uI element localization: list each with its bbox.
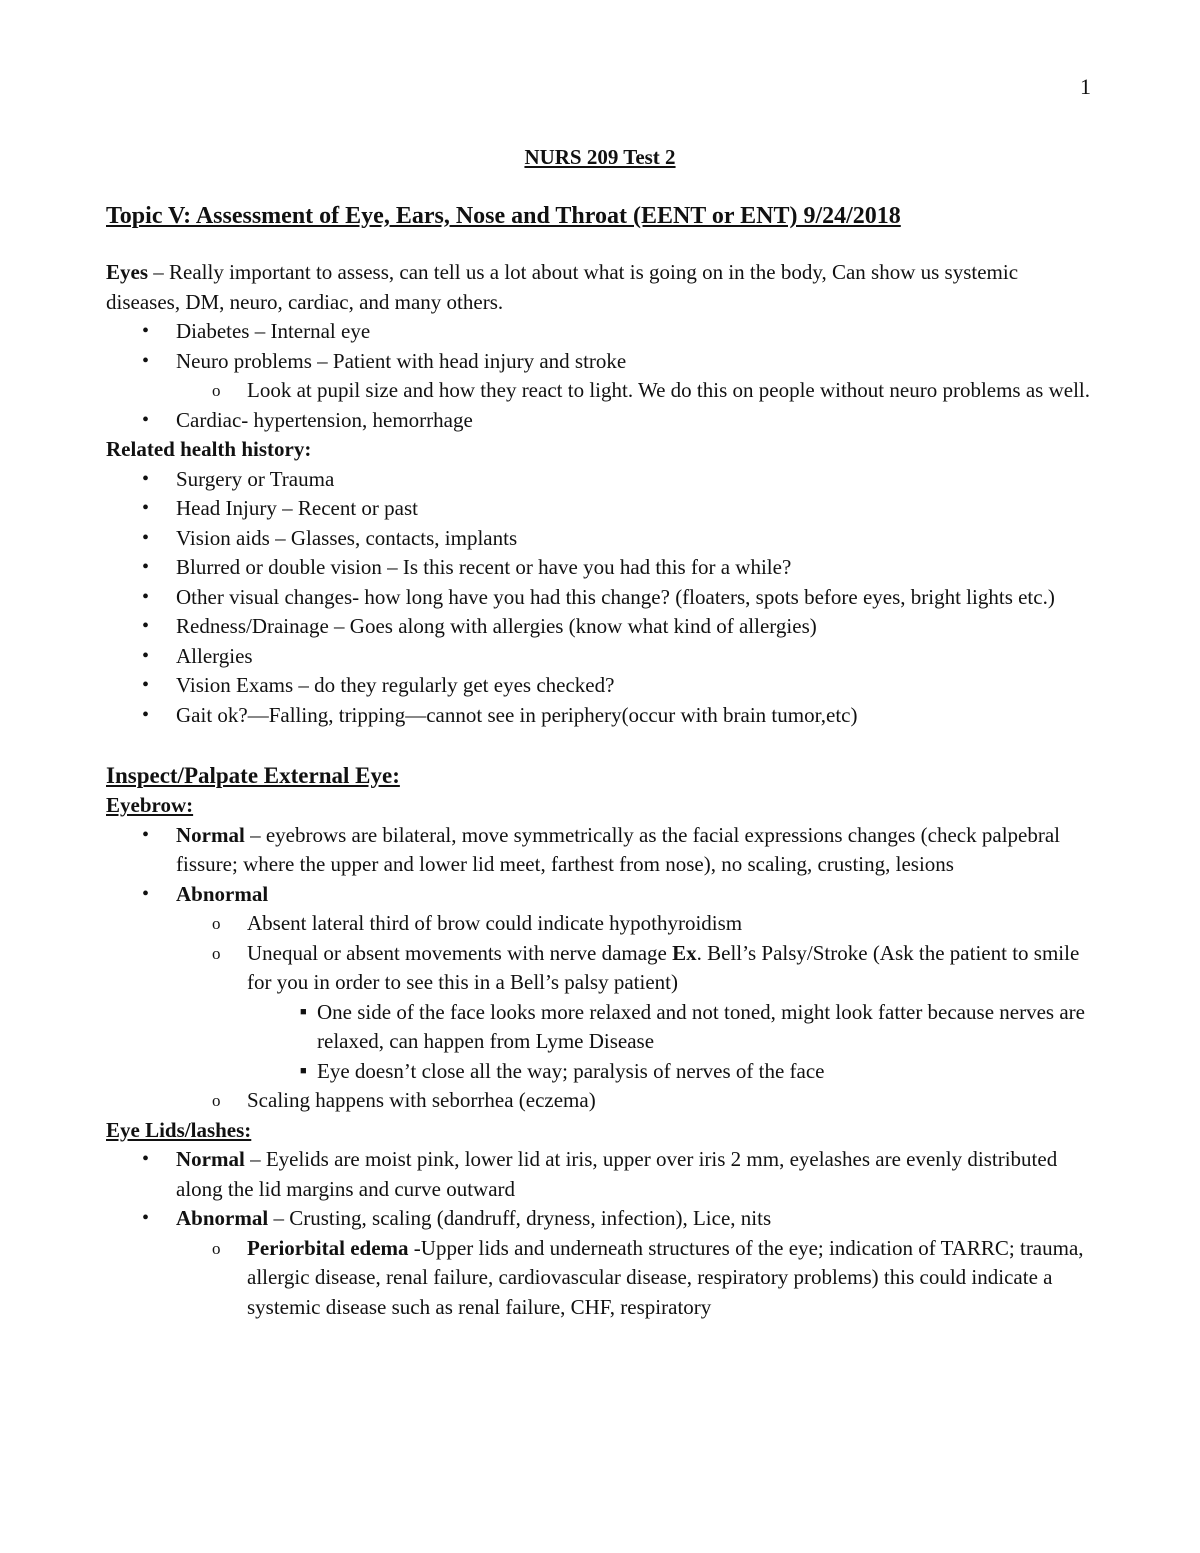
circle-bullet-icon: o	[212, 943, 221, 963]
bullet-icon: •	[142, 467, 150, 490]
eyes-paragraph	[106, 258, 1096, 317]
list-item: • Vision Exams – do they regularly get eyes checked?	[106, 671, 1096, 701]
bullet-icon: •	[142, 882, 150, 905]
list-item: o Scaling happens with seborrhea (eczema)	[106, 1086, 1096, 1116]
eyebrow-abnormal-sublist	[106, 909, 1096, 1116]
list-item: • Blurred or double vision – Is this recent or have you had this for a while?	[106, 553, 1096, 583]
list-item: o Periorbital edema -Upper lids and underneath structures of the eye; indication of TARRC; trauma, allergic disease, renal failure, cardiovascular disease, respiratory problems) this could indicate a systemic disease such as renal failure, CHF, respiratory	[212, 1235, 1084, 1319]
topic-heading: Topic V: Assessment of Eye, Ears, Nose and Throat (EENT or ENT) 9/24/2018	[106, 203, 901, 229]
history-list	[106, 465, 1096, 731]
bullet-icon: •	[142, 349, 150, 372]
bullet-icon: •	[142, 644, 150, 667]
list-item: • Head Injury – Recent or past	[106, 494, 1096, 524]
bullet-icon: •	[142, 1148, 150, 1170]
list-item: • Normal – Eyelids are moist pink, lower lid at iris, upper over iris 2 mm, eyelashes are evenly distributed along the lid margins and curve outward	[142, 1147, 1058, 1201]
eye-lids-abnormal-sublist	[106, 1234, 1096, 1323]
list-item: o Absent lateral third of brow could indicate hypothyroidism	[106, 909, 1096, 939]
bullet-icon: •	[142, 526, 150, 549]
document-title: NURS 209 Test 2	[524, 145, 676, 169]
list-item: • Abnormal – Crusting, scaling (dandruff, dryness, infection), Lice, nits o Periorbital edema -Upper lids and underneath structures of the eye; indication of TARRC; trauma, allergic disease, renal failure, cardiovascular disease, respiratory problems) this could indicate a systemic disease such as renal failure, CHF, respiratory	[106, 1204, 1096, 1322]
eyebrow-heading: Eyebrow:	[106, 793, 194, 817]
bullet-icon: •	[142, 497, 150, 519]
list-item: • Gait ok?—Falling, tripping—cannot see in periphery(occur with brain tumor,etc)	[106, 701, 1096, 731]
list-item: • Normal – eyebrows are bilateral, move symmetrically as the facial expressions changes (check palpebral fissure; where the upper and lower lid meet, farthest from nose), no scaling, crusting, lesions	[142, 822, 1060, 876]
bells-palsy-sublist	[106, 998, 1096, 1087]
list-item: • Other visual changes- how long have you had this change? (floaters, spots before eyes, bright lights etc.)	[106, 583, 1096, 613]
eyes-label: Eyes	[106, 260, 148, 284]
bullet-icon: •	[142, 674, 150, 696]
list-item: • Surgery or Trauma	[106, 465, 1096, 495]
list-item: • Redness/Drainage – Goes along with allergies (know what kind of allergies)	[106, 612, 1096, 642]
eyes-list	[106, 317, 1096, 435]
page-number: 1	[1080, 74, 1091, 99]
list-item: • Diabetes – Internal eye	[106, 317, 1096, 347]
circle-bullet-icon: o	[212, 1238, 221, 1258]
bullet-icon: •	[142, 703, 150, 726]
history-heading: Related health history:	[106, 437, 312, 461]
list-item: • Vision aids – Glasses, contacts, implants	[106, 524, 1096, 554]
circle-bullet-icon: o	[212, 1091, 221, 1110]
bullet-icon: •	[142, 585, 150, 608]
eyebrow-list	[106, 821, 1096, 1116]
bullet-icon: •	[142, 1207, 150, 1229]
neuro-sublist	[106, 376, 1096, 406]
bullet-icon: •	[142, 556, 150, 578]
list-item: • Allergies	[106, 642, 1096, 672]
bullet-icon: •	[142, 408, 150, 431]
list-item: • Abnormal o Absent lateral third of brow could indicate hypothyroidism o Unequal or absent movements with nerve damage Ex. Bell’s Palsy/Stroke (Ask the patient to smile for you in order to see this in a Bell’s palsy patient) ■ One side of the face looks more relaxed and not toned, might look fatter because nerves are relaxed, can happen from Lyme Disease ■ Eye doesn’t close all the way; paralysis of nerves of the face o Scaling happens with seborrhea (eczema)	[106, 880, 1096, 1116]
eyes-text: – Really important to assess, can tell us a lot about what is going on in the body, Can show us systemic diseases, DM, neuro, cardiac, and many others.	[106, 260, 1019, 314]
list-item: o Look at pupil size and how they react to light. We do this on people without neuro problems as well.	[106, 376, 1096, 406]
list-item: o Unequal or absent movements with nerve damage Ex. Bell’s Palsy/Stroke (Ask the patient to smile for you in order to see this in a Bell’s palsy patient) ■ One side of the face looks more relaxed and not toned, might look fatter because nerves are relaxed, can happen from Lyme Disease ■ Eye doesn’t close all the way; paralysis of nerves of the face	[106, 939, 1096, 1087]
circle-bullet-icon: o	[212, 914, 221, 933]
list-item: • Cardiac- hypertension, hemorrhage	[106, 406, 1096, 436]
document-body	[106, 200, 1096, 1322]
eye-lids-list	[106, 1145, 1096, 1322]
square-bullet-icon: ■	[300, 1005, 307, 1018]
inspect-heading: Inspect/Palpate External Eye:	[106, 763, 400, 788]
bullet-icon: •	[142, 615, 150, 637]
square-bullet-icon: ■	[300, 1064, 307, 1077]
circle-bullet-icon: o	[212, 381, 221, 400]
list-item: • Neuro problems – Patient with head injury and stroke o Look at pupil size and how they react to light. We do this on people without neuro problems as well.	[106, 347, 1096, 406]
eye-lids-heading: Eye Lids/lashes:	[106, 1117, 252, 1142]
list-item: ■ One side of the face looks more relaxed and not toned, might look fatter because nerves are relaxed, can happen from Lyme Disease	[300, 999, 1085, 1053]
bullet-icon: •	[142, 320, 150, 342]
bullet-icon: •	[142, 823, 150, 846]
list-item: ■ Eye doesn’t close all the way; paralysis of nerves of the face	[106, 1057, 1096, 1087]
